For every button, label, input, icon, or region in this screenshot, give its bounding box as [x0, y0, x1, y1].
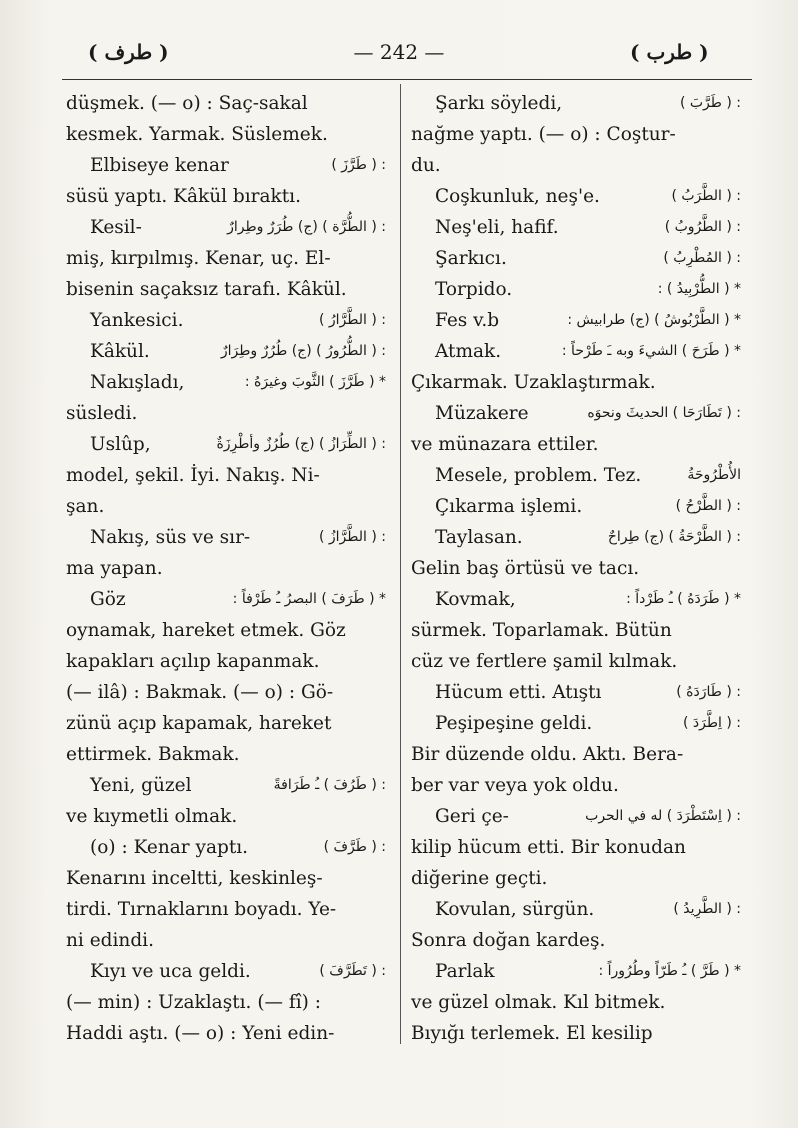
arabic-headword: : ( الطُّرَّة ) (ج) طُرَرٌ وطِرارٌ [227, 219, 386, 235]
dictionary-line [66, 243, 386, 274]
dictionary-line [411, 956, 741, 987]
dictionary-line [411, 460, 741, 491]
line-text: Şarkıcı. [435, 248, 507, 269]
dictionary-line [411, 987, 741, 1018]
dictionary-line [66, 553, 386, 584]
dictionary-line [411, 367, 741, 398]
dictionary-line [411, 243, 741, 274]
dictionary-line [411, 739, 741, 770]
arabic-headword: : ( اِسْتَطْرَدَ ) له في الحرب [585, 808, 741, 824]
line-text: Torpido. [435, 279, 513, 300]
line-text: Bir düzende oldu. Aktı. Bera- [411, 744, 684, 765]
dictionary-line [411, 181, 741, 212]
line-text: Uslûp, [90, 434, 151, 455]
line-text: Göz [90, 589, 126, 610]
line-text: Gelin baş örtüsü ve tacı. [411, 558, 640, 579]
dictionary-line [411, 88, 741, 119]
arabic-headword: : ( الطَّرِيدُ ) [673, 901, 741, 917]
line-text: ve kıymetli olmak. [66, 806, 238, 827]
dictionary-line [66, 305, 386, 336]
column-divider [400, 84, 401, 1044]
dictionary-line [411, 398, 741, 429]
arabic-headword: الأُطْرُوحَةُ [687, 467, 741, 483]
arabic-headword: : ( الطِّرَازُ ) (ج) طُرُزٌ وأطْرِزَةٌ [216, 436, 386, 452]
dictionary-line [411, 708, 741, 739]
line-text: kilip hücum etti. Bir konudan [411, 837, 686, 858]
line-text: Hücum etti. Atıştı [435, 682, 602, 703]
dictionary-line [66, 832, 386, 863]
line-text: şan. [66, 496, 105, 517]
arabic-headword: : ( طَارَدَهُ ) [676, 684, 741, 700]
arabic-headword: : ( الطَّرُوبُ ) [664, 219, 741, 235]
line-text: Kesil- [90, 217, 142, 238]
dictionary-line [66, 925, 386, 956]
line-text: Çıkarma işlemi. [435, 496, 583, 517]
line-text: cüz ve fertlere şamil kılmak. [411, 651, 678, 672]
dictionary-line [411, 925, 741, 956]
dictionary-line [66, 274, 386, 305]
line-text: Geri çe- [435, 806, 509, 827]
arabic-headword: : ( طَرَّبَ ) [679, 95, 741, 111]
dictionary-line [66, 336, 386, 367]
dictionary-line [411, 770, 741, 801]
line-text: süsledi. [66, 403, 138, 424]
arabic-headword: : ( الطَّرَّازُ ) [318, 529, 386, 545]
dictionary-line [411, 119, 741, 150]
arabic-headword: : ( اِطَّرَدَ ) [683, 715, 741, 731]
arabic-headword: * ( طَرَفَ ) البصرُ ـُ طَرْفاً : [232, 591, 386, 607]
dictionary-line [66, 956, 386, 987]
line-text: ni edindi. [66, 930, 154, 951]
line-text: Müzakere [435, 403, 529, 424]
line-text: Fes v.b [435, 310, 500, 331]
arabic-headword: * ( طَرَحَ ) الشيءَ وبه ـَ طَرْحاً : [561, 343, 741, 359]
arabic-headword: : ( طَرَّفَ ) [323, 839, 386, 855]
line-text: Neş'eli, hafif. [435, 217, 559, 238]
dictionary-line [66, 894, 386, 925]
dictionary-line [411, 491, 741, 522]
line-text: (o) : Kenar yaptı. [90, 837, 249, 858]
line-text: Parlak [435, 961, 495, 982]
line-text: Kâkül. [90, 341, 150, 362]
arabic-headword: : ( طَرُفَ ) ـُ طَرَافةً [273, 777, 386, 793]
dictionary-line [411, 150, 741, 181]
dictionary-line [411, 429, 741, 460]
dictionary-line [66, 584, 386, 615]
dictionary-line [411, 212, 741, 243]
line-text: Çıkarmak. Uzaklaştırmak. [411, 372, 656, 393]
dictionary-line [411, 1018, 741, 1049]
dictionary-line [411, 615, 741, 646]
dictionary-line [66, 181, 386, 212]
line-text: miş, kırpılmış. Kenar, uç. El- [66, 248, 331, 269]
line-text: nağme yaptı. (— o) : Coştur- [411, 124, 676, 145]
header-right-entry: ( طرب ) [630, 40, 709, 64]
line-text: du. [411, 155, 441, 176]
arabic-headword: : ( طَرَّزَ ) [331, 157, 386, 173]
arabic-headword: * ( طَرَّزَ ) الثَّوبَ وغيرَهُ : [244, 374, 386, 390]
line-text: düşmek. (— o) : Saç-sakal [66, 93, 308, 114]
line-text: diğerine geçti. [411, 868, 548, 889]
arabic-headword: * ( الطَّرْبُوشُ ) (ج) طرابيش : [567, 312, 741, 328]
line-text: (— min) : Uzaklaştı. (— fî) : [66, 992, 322, 1013]
header-left-entry: ( طرف ) [88, 40, 169, 64]
dictionary-line [411, 274, 741, 305]
dictionary-line [66, 677, 386, 708]
line-text: Sonra doğan kardeş. [411, 930, 606, 951]
arabic-headword: : ( تَطَرَّفَ ) [319, 963, 386, 979]
line-text: Kenarını inceltti, keskinleş- [66, 868, 323, 889]
line-text: (— ilâ) : Bakmak. (— o) : Gö- [66, 682, 334, 703]
dictionary-line [66, 429, 386, 460]
dictionary-line [411, 832, 741, 863]
line-text: ber var veya yok oldu. [411, 775, 619, 796]
dictionary-line [66, 615, 386, 646]
arabic-headword: * ( طَرَّ ) ـُ طَرّاً وطُرُوراً : [598, 963, 741, 979]
dictionary-line [66, 88, 386, 119]
header-rule [62, 79, 752, 80]
arabic-headword: : ( الطُّرُورُ ) (ج) طُرُرٌ وطِرَارٌ [220, 343, 386, 359]
dictionary-line [66, 863, 386, 894]
arabic-headword: : ( المُطْرِبُ ) [663, 250, 741, 266]
line-text: Nakışladı, [90, 372, 185, 393]
line-text: Elbiseye kenar [90, 155, 229, 176]
line-text: Şarkı söyledi, [435, 93, 563, 114]
line-text: tirdi. Tırnaklarını boyadı. Ye- [66, 899, 337, 920]
dictionary-line [66, 646, 386, 677]
dictionary-line [66, 367, 386, 398]
arabic-headword: : ( الطَّرْحَةُ ) (ج) طِراحٌ [607, 529, 741, 545]
dictionary-line [66, 987, 386, 1018]
dictionary-line [411, 522, 741, 553]
dictionary-line [66, 150, 386, 181]
dictionary-line [411, 677, 741, 708]
line-text: Kıyı ve uca geldi. [90, 961, 251, 982]
line-text: süsü yaptı. Kâkül bıraktı. [66, 186, 301, 207]
line-text: Kovulan, sürgün. [435, 899, 595, 920]
line-text: bisenin saçaksız tarafı. Kâkül. [66, 279, 347, 300]
line-text: Yeni, güzel [90, 775, 192, 796]
line-text: kapakları açılıp kapanmak. [66, 651, 320, 672]
dictionary-line [411, 336, 741, 367]
line-text: sürmek. Toparlamak. Bütün [411, 620, 672, 641]
dictionary-line [66, 739, 386, 770]
dictionary-line [66, 119, 386, 150]
line-text: model, şekil. İyi. Nakış. Ni- [66, 465, 320, 486]
dictionary-line [411, 863, 741, 894]
line-text: Nakış, süs ve sır- [90, 527, 251, 548]
line-text: zünü açıp kapamak, hareket [66, 713, 332, 734]
arabic-headword: : ( الطَّرَبُ ) [671, 188, 741, 204]
dictionary-line [66, 770, 386, 801]
line-text: Taylasan. [435, 527, 523, 548]
arabic-headword: : ( تَطَارَحَا ) الحديثَ ونحوَه [587, 405, 741, 421]
line-text: Bıyığı terlemek. El kesilip [411, 1023, 653, 1044]
dictionary-line [411, 553, 741, 584]
arabic-headword: : ( الطَّرَّارُ ) [318, 312, 386, 328]
right-column [411, 88, 741, 1049]
dictionary-line [66, 522, 386, 553]
line-text: Haddi aştı. (— o) : Yeni edin- [66, 1023, 335, 1044]
page-number: — 242 — [353, 40, 445, 64]
line-text: oynamak, hareket etmek. Göz [66, 620, 346, 641]
arabic-headword: * ( طَرَدَهُ ) ـُ طَرْداً : [626, 591, 741, 607]
dictionary-line [411, 801, 741, 832]
line-text: ve güzel olmak. Kıl bitmek. [411, 992, 666, 1013]
dictionary-line [66, 801, 386, 832]
arabic-headword: * ( الطُّرْبِيدُ ) : [657, 281, 741, 297]
dictionary-line [66, 491, 386, 522]
line-text: kesmek. Yarmak. Süslemek. [66, 124, 328, 145]
left-column [66, 88, 386, 1049]
line-text: Atmak. [435, 341, 502, 362]
line-text: Mesele, problem. Tez. [435, 465, 642, 486]
line-text: Yankesici. [90, 310, 184, 331]
line-text: ve münazara ettiler. [411, 434, 599, 455]
dictionary-line [66, 708, 386, 739]
line-text: ettirmek. Bakmak. [66, 744, 240, 765]
line-text: Peşipeşine geldi. [435, 713, 593, 734]
dictionary-line [66, 460, 386, 491]
dictionary-line [66, 398, 386, 429]
line-text: ma yapan. [66, 558, 163, 579]
line-text: Kovmak, [435, 589, 516, 610]
dictionary-line [411, 584, 741, 615]
dictionary-line [411, 305, 741, 336]
line-text: Coşkunluk, neş'e. [435, 186, 600, 207]
dictionary-line [66, 212, 386, 243]
dictionary-line [411, 894, 741, 925]
dictionary-line [411, 646, 741, 677]
dictionary-line [66, 1018, 386, 1049]
arabic-headword: : ( الطَّرْحُ ) [675, 498, 741, 514]
